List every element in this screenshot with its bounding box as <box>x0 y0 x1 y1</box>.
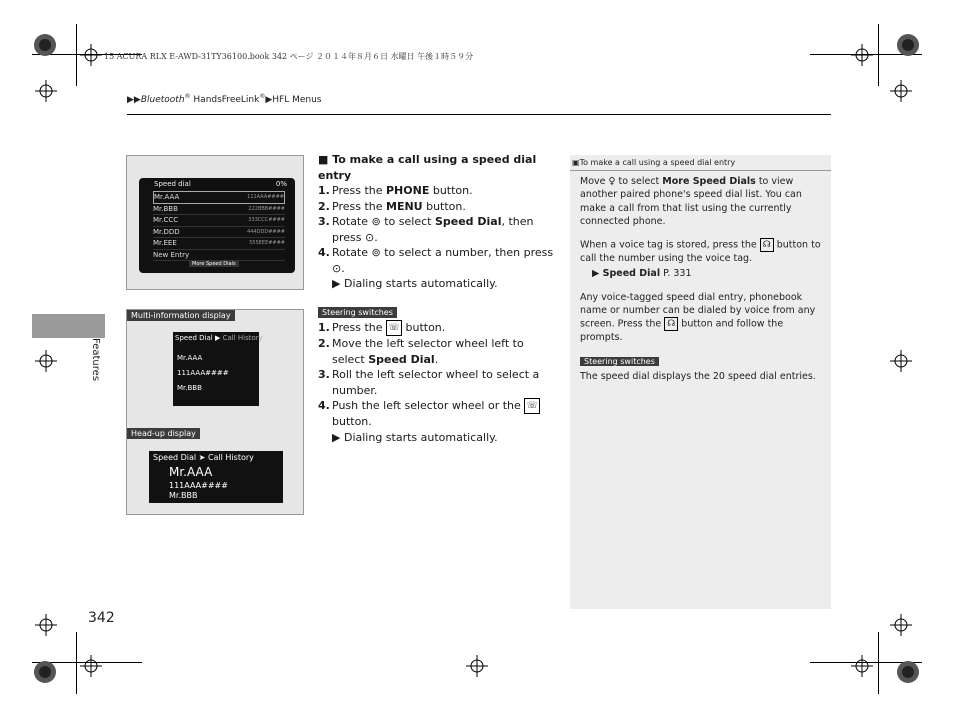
crosshair-icon <box>35 614 57 636</box>
note-paragraph: Move ♀ to select More Speed Dials to view another paired phone's speed dial list. You can make a call from that list using the currently connected phone. <box>580 176 802 227</box>
hud-row: 111AAA#### <box>169 481 228 490</box>
enter-press-icon: ⊙ <box>332 261 342 275</box>
multi-info-tag: Multi-information display <box>127 310 235 321</box>
breadcrumb-hfl-menus[interactable]: HFL Menus <box>272 95 322 105</box>
multi-info-display <box>173 332 263 406</box>
crosshair-icon <box>80 44 102 66</box>
move-knob-icon: ♀ <box>608 176 616 187</box>
breadcrumb-arrow-icon: ▶▶ <box>127 95 141 105</box>
book-file-header: 15 ACURA RLX E-AWD-31TY36100.book 342 ページ ２０１４年８月６日 水曜日 午後１時５９分 <box>104 52 474 61</box>
speed-dial-entry-name: Mr.EEE <box>153 239 177 248</box>
note-paragraph: When a voice tag is stored, press the ☊ button to call the number using the voice tag. <box>580 239 821 265</box>
crop-mark <box>878 632 879 694</box>
step-4: 4. Rotate ⊚ to select a number, then press ⊙. <box>318 246 554 275</box>
step-result: ▶ Dialing starts automatically. <box>332 277 498 290</box>
speed-dial-entry[interactable] <box>153 215 285 227</box>
hud-row: Mr.BBB <box>169 491 198 500</box>
speed-dial-entry-name: Mr.CCC <box>153 216 179 225</box>
side-tab-label: Features <box>90 338 101 381</box>
crosshair-icon <box>890 80 912 102</box>
notes-steering-tag: Steering switches <box>580 357 659 366</box>
breadcrumb-handsfreelink[interactable]: HandsFreeLink <box>190 95 260 105</box>
multi-info-row: 111AAA#### <box>177 369 229 377</box>
speed-dial-entry[interactable] <box>153 191 285 204</box>
step-2: 2. Press the MENU button. <box>318 199 466 213</box>
hud-tag: Head-up display <box>127 428 200 439</box>
hud-header: Speed Dial ➤ Call History <box>153 453 254 462</box>
crosshair-icon <box>890 350 912 372</box>
crosshair-icon <box>35 350 57 372</box>
enter-press-icon: ⊙ <box>365 230 375 244</box>
steering-instructions <box>318 320 558 445</box>
steering-step-1: 1. Press the ☏ button. <box>318 321 446 334</box>
steering-step-3: 3. Roll the left selector wheel to select a number. <box>318 368 540 397</box>
notes-heading: ▣To make a call using a speed dial entry <box>570 155 831 171</box>
header-rule <box>127 114 831 115</box>
speed-dial-entry-name: New Entry <box>153 250 190 259</box>
registration-rosette-icon <box>896 660 920 684</box>
speed-dial-entry-name: Mr.DDD <box>153 227 180 236</box>
step-3: 3. Rotate ⊚ to select Speed Dial, then press ⊙. <box>318 215 534 244</box>
crosshair-icon <box>35 80 57 102</box>
multi-info-row: Mr.AAA <box>177 354 203 362</box>
crop-mark <box>76 632 77 694</box>
breadcrumb-arrow-icon: ▶ <box>265 95 273 105</box>
crosshair-icon <box>80 655 102 677</box>
step-1: 1. Press the PHONE button. <box>318 184 473 197</box>
signal-indicator: 0% <box>275 180 287 188</box>
display-figure <box>126 309 304 515</box>
registration-rosette-icon <box>896 33 920 57</box>
multi-info-row: Mr.BBB <box>177 384 202 392</box>
speed-dial-entry-number: 111AAA#### <box>247 194 284 201</box>
note-paragraph: Any voice-tagged speed dial entry, phonebook name or number can be dialed by voice from any screen. Press the ☊ button and follow the prompts. <box>580 291 816 344</box>
registered-mark: ® <box>259 93 266 100</box>
speed-dial-entry-number: 333CCC#### <box>248 217 285 224</box>
interface-dial-icon: ⊚ <box>371 215 381 228</box>
steering-step-2: 2. Move the left selector wheel left to select Speed Dial. <box>318 337 524 366</box>
side-tab <box>32 314 105 338</box>
more-speed-dials-label: More Speed Dials <box>189 261 239 267</box>
lcd-title: Speed dial <box>154 180 191 188</box>
crosshair-icon <box>890 614 912 636</box>
steering-result: ▶ Dialing starts automatically. <box>332 430 498 444</box>
phone-pickup-icon: ☏ <box>386 320 402 336</box>
cross-reference[interactable]: ▶ Speed Dial P. 331 <box>592 268 692 280</box>
breadcrumb <box>127 93 321 105</box>
phone-pickup-icon: ☏ <box>524 398 540 414</box>
speed-dial-entry[interactable] <box>153 250 285 262</box>
notes-panel <box>570 155 831 609</box>
speed-dial-entry-number: 555EEE#### <box>249 240 285 247</box>
steering-step-4: 4. Push the left selector wheel or the ☏ button. <box>318 398 558 430</box>
speed-dial-entry[interactable] <box>153 204 285 216</box>
crop-mark <box>76 24 77 86</box>
speed-dial-entry[interactable] <box>153 238 285 250</box>
interface-dial-icon: ⊚ <box>371 246 381 259</box>
registration-rosette-icon <box>33 33 57 57</box>
speed-dial-list <box>153 191 285 261</box>
hud-main-entry: Mr.AAA <box>169 465 213 479</box>
lcd-screen <box>139 178 295 273</box>
speed-dial-entry[interactable] <box>153 227 285 239</box>
registration-rosette-icon <box>33 660 57 684</box>
speed-dial-entry-number: 444DDD#### <box>247 228 285 235</box>
note-icon: ▣ <box>572 158 580 167</box>
speed-dial-entry-name: Mr.BBB <box>153 204 178 213</box>
instructions <box>318 152 558 292</box>
crosshair-icon <box>851 655 873 677</box>
breadcrumb-bluetooth[interactable]: Bluetooth <box>140 95 185 105</box>
registered-mark: ® <box>184 93 191 100</box>
crop-mark <box>878 24 879 86</box>
multi-info-header: Speed Dial ▶ Call History <box>175 334 263 342</box>
speed-dial-entry-number: 222BBB#### <box>248 205 285 212</box>
crosshair-icon <box>466 655 488 677</box>
talk-button-icon: ☊ <box>664 317 678 331</box>
speed-dial-entry-name: Mr.AAA <box>154 193 180 202</box>
talk-button-icon: ☊ <box>760 238 774 252</box>
head-up-display <box>149 451 283 503</box>
crosshair-icon <box>851 44 873 66</box>
page-number: 342 <box>88 610 115 626</box>
steering-switches-tag: Steering switches <box>318 307 397 318</box>
instructions-heading: ■ To make a call using a speed dial entry <box>318 153 537 182</box>
note-paragraph: The speed dial displays the 20 speed dial entries. <box>580 370 816 382</box>
speed-dial-screen-figure <box>126 155 304 290</box>
